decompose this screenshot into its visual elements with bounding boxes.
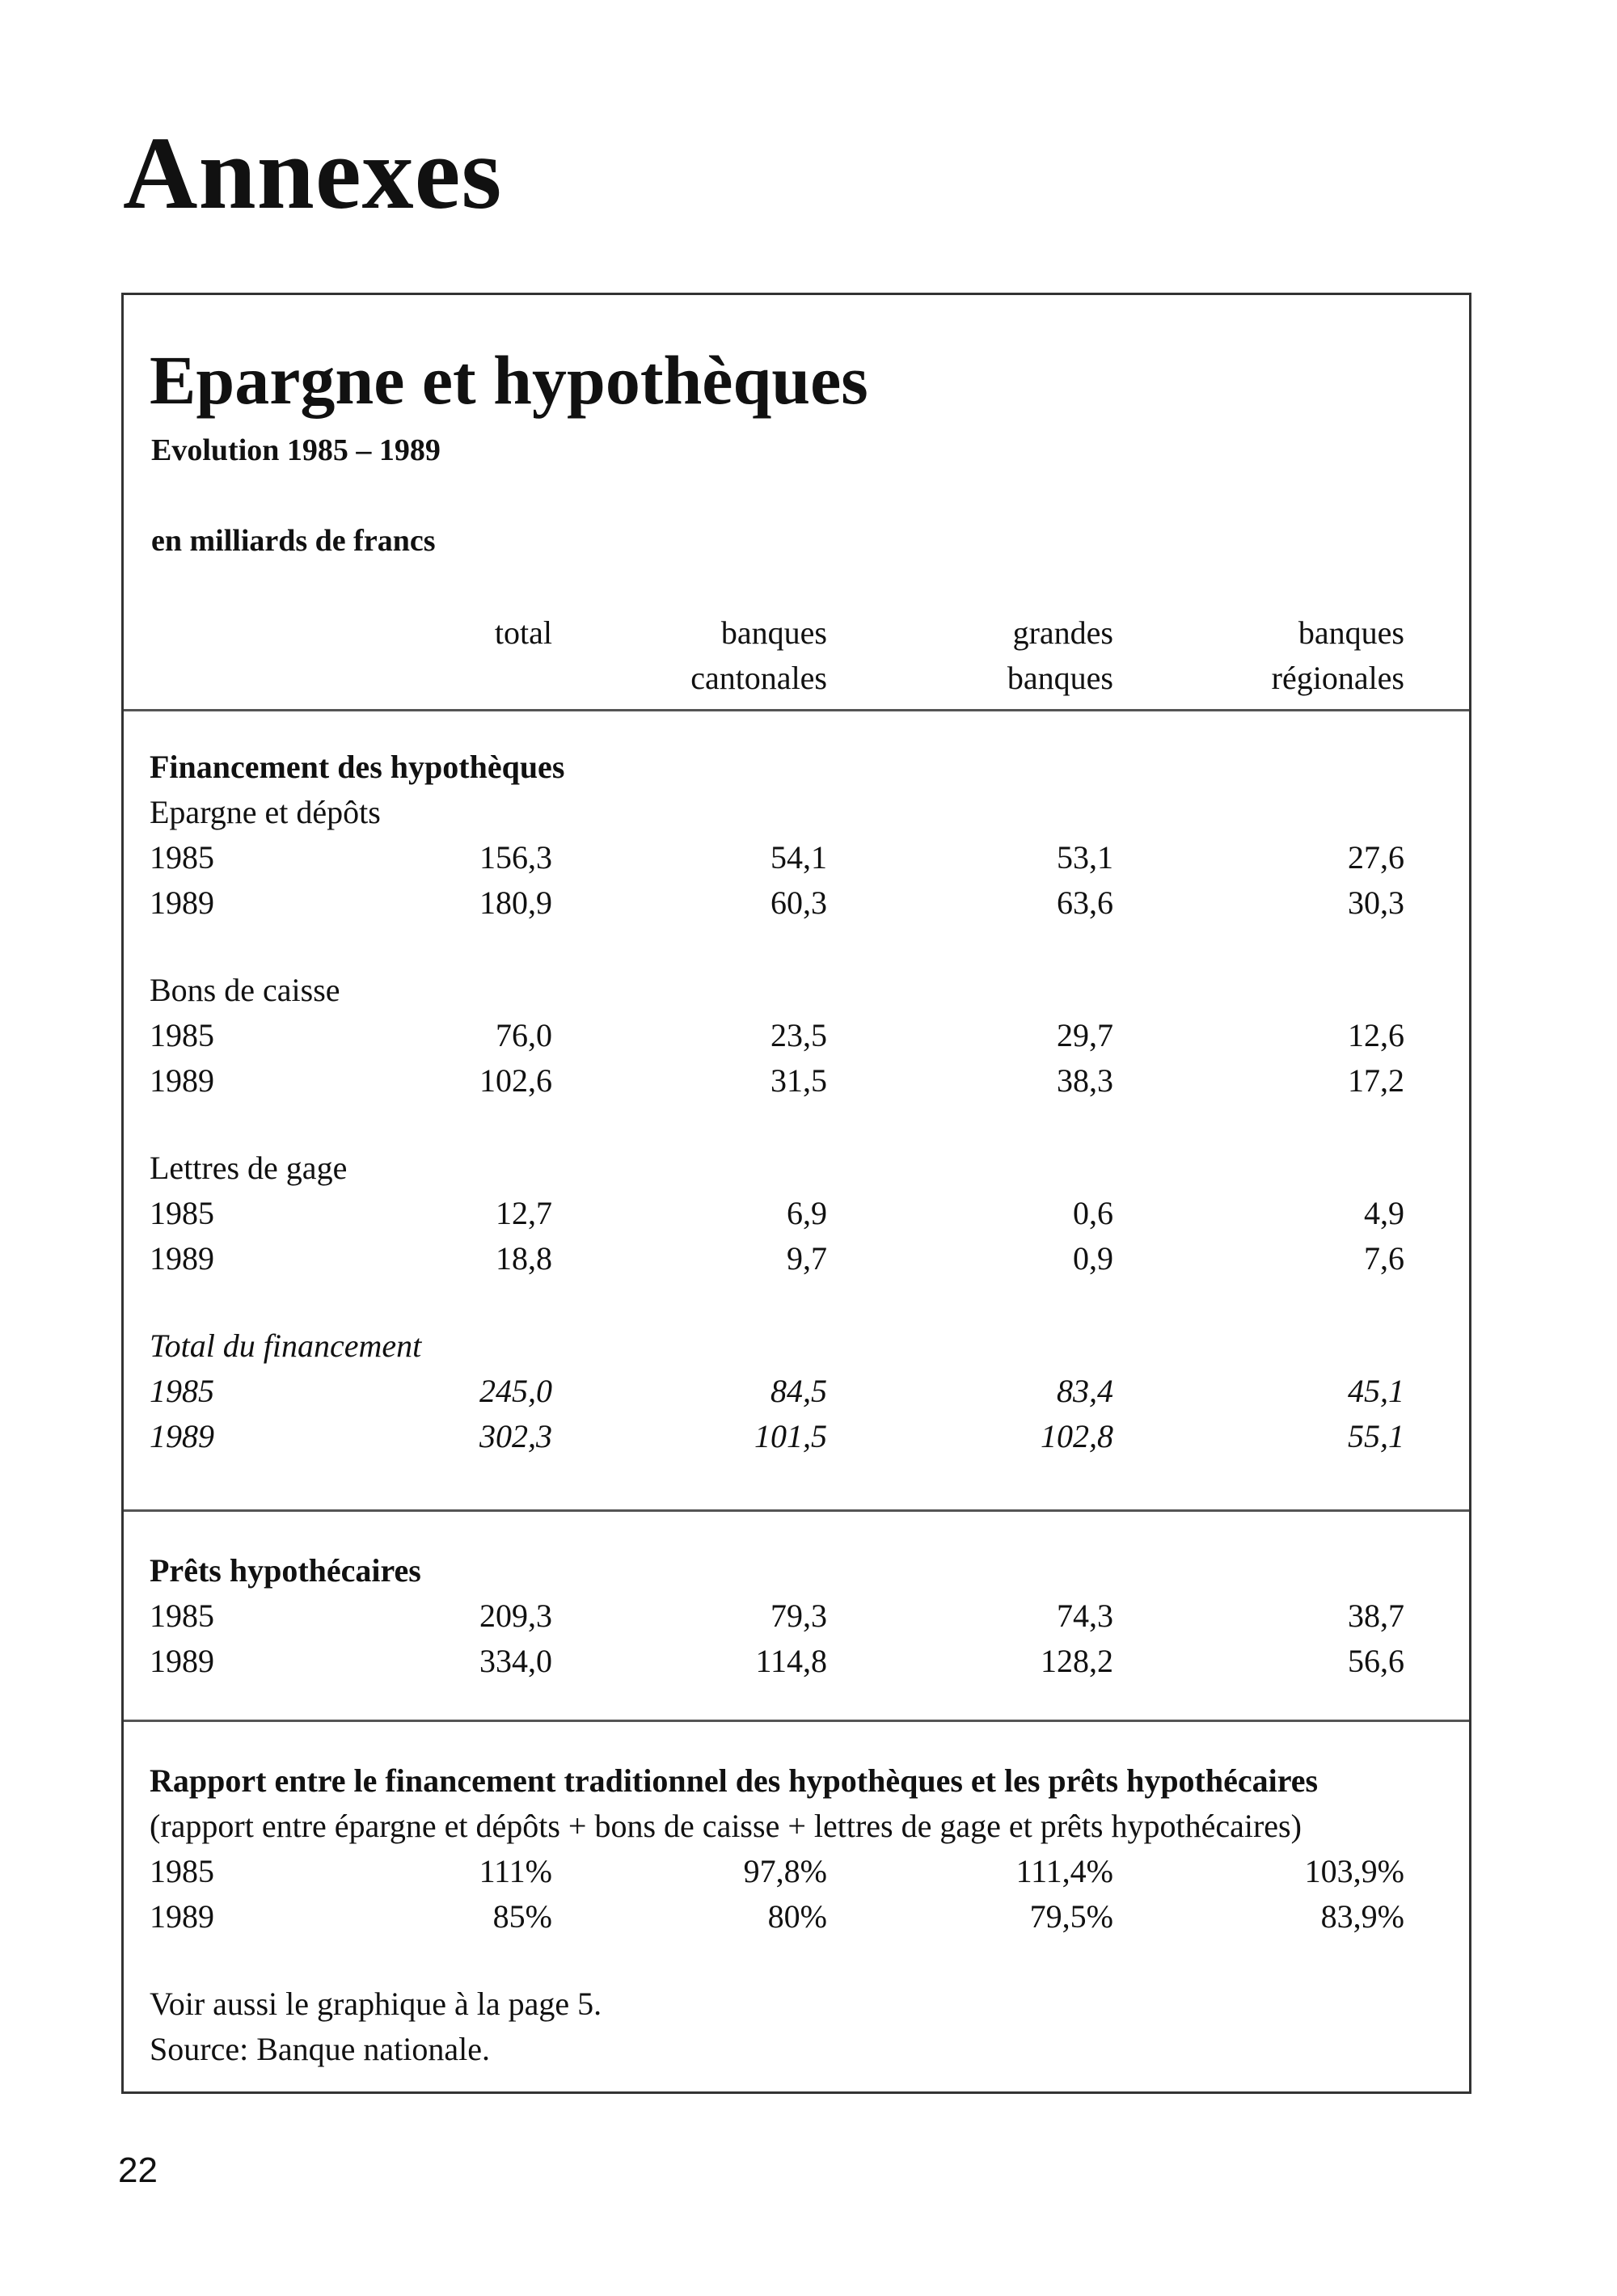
cell-grandes: 102,8	[1041, 1418, 1113, 1454]
column-header-cantonales	[690, 610, 827, 701]
cell-grandes: 111,4%	[1015, 1853, 1113, 1889]
cell-total: 180,9	[479, 884, 552, 921]
cell-cantonales: 79,3	[771, 1597, 827, 1634]
column-header-regionales	[1272, 610, 1404, 701]
table-subtitle: Evolution 1985 – 1989	[151, 433, 441, 467]
header-divider	[124, 709, 1469, 711]
cell-regionales: 45,1	[1348, 1373, 1404, 1409]
cell-grandes: 0,6	[1073, 1195, 1113, 1231]
table-frame	[121, 293, 1471, 2094]
cell-grandes: 63,6	[1057, 884, 1113, 921]
cell-grandes: 128,2	[1041, 1643, 1113, 1679]
row-year: 1989	[150, 884, 214, 921]
row-year: 1989	[150, 1898, 214, 1935]
page-number: 22	[118, 2150, 158, 2190]
cell-regionales: 4,9	[1364, 1195, 1404, 1231]
group-label-lettres: Lettres de gage	[150, 1150, 348, 1186]
page-heading: Annexes	[123, 116, 503, 230]
row-year: 1985	[150, 1597, 214, 1634]
cell-grandes: 29,7	[1057, 1017, 1113, 1053]
table-unit: en milliards de francs	[151, 524, 436, 558]
row-year: 1989	[150, 1062, 214, 1099]
note-see-also: Voir aussi le graphique à la page 5.	[150, 1986, 602, 2022]
cell-total: 302,3	[479, 1418, 552, 1454]
cell-total: 334,0	[479, 1643, 552, 1679]
table-row	[124, 1369, 1469, 1414]
cell-grandes: 38,3	[1057, 1062, 1113, 1099]
section-subtitle-rapport: (rapport entre épargne et dépôts + bons de caisse + lettres de gage et prêts hypothécaires)	[150, 1808, 1302, 1844]
row-year: 1985	[150, 1195, 214, 1231]
row-year: 1985	[150, 1017, 214, 1053]
cell-cantonales: 84,5	[771, 1373, 827, 1409]
table-row	[124, 1894, 1469, 1939]
section-title-prets: Prêts hypothécaires	[150, 1552, 421, 1589]
row-year: 1985	[150, 1373, 214, 1409]
group-label-epargne: Epargne et dépôts	[150, 794, 381, 830]
column-header-grandes	[1007, 610, 1113, 701]
table-row	[124, 1236, 1469, 1281]
cell-grandes: 53,1	[1057, 839, 1113, 876]
section-divider	[124, 1509, 1469, 1512]
section-title-financement: Financement des hypothèques	[150, 749, 565, 785]
cell-cantonales: 60,3	[771, 884, 827, 921]
table-row	[124, 1593, 1469, 1639]
table-row	[124, 1639, 1469, 1684]
table-row	[124, 1191, 1469, 1236]
column-header-row	[124, 610, 1469, 701]
cell-cantonales: 23,5	[771, 1017, 827, 1053]
cell-total: 76,0	[496, 1017, 552, 1053]
column-header-regionales-line2: régionales	[1271, 660, 1404, 696]
cell-regionales: 30,3	[1348, 884, 1404, 921]
section-title-rapport: Rapport entre le financement traditionnel des hypothèques et les prêts hypothécaires	[150, 1762, 1319, 1799]
cell-regionales: 7,6	[1364, 1240, 1404, 1277]
note-source: Source: Banque nationale.	[150, 2031, 490, 2067]
cell-grandes: 83,4	[1057, 1373, 1113, 1409]
table-row	[124, 1849, 1469, 1894]
cell-regionales: 103,9%	[1304, 1853, 1404, 1889]
cell-cantonales: 54,1	[771, 839, 827, 876]
table-row	[124, 1013, 1469, 1058]
group-label-total: Total du financement	[150, 1327, 422, 1364]
row-year: 1985	[150, 839, 214, 876]
group-label-bons: Bons de caisse	[150, 972, 340, 1008]
table-row	[124, 880, 1469, 926]
cell-regionales: 56,6	[1348, 1643, 1404, 1679]
row-year: 1989	[150, 1418, 214, 1454]
column-header-grandes-line2: banques	[1007, 660, 1113, 696]
cell-cantonales: 114,8	[755, 1643, 827, 1679]
cell-cantonales: 31,5	[771, 1062, 827, 1099]
cell-grandes: 0,9	[1073, 1240, 1113, 1277]
cell-cantonales: 97,8%	[743, 1853, 827, 1889]
cell-cantonales: 9,7	[787, 1240, 827, 1277]
cell-total: 209,3	[479, 1597, 552, 1634]
cell-total: 18,8	[496, 1240, 552, 1277]
cell-regionales: 83,9%	[1320, 1898, 1404, 1935]
cell-total: 111%	[479, 1853, 552, 1889]
column-header-cantonales-line2: cantonales	[690, 660, 827, 696]
cell-regionales: 27,6	[1348, 839, 1404, 876]
table-row	[124, 835, 1469, 880]
cell-total: 245,0	[479, 1373, 552, 1409]
table-row	[124, 1414, 1469, 1459]
cell-regionales: 12,6	[1348, 1017, 1404, 1053]
row-year: 1989	[150, 1240, 214, 1277]
row-year: 1985	[150, 1853, 214, 1889]
cell-regionales: 38,7	[1348, 1597, 1404, 1634]
column-header-regionales-line1: banques	[1298, 614, 1404, 651]
cell-cantonales: 101,5	[754, 1418, 827, 1454]
cell-total: 102,6	[479, 1062, 552, 1099]
section-divider	[124, 1720, 1469, 1722]
column-header-cantonales-line1: banques	[720, 614, 827, 651]
cell-total: 156,3	[479, 839, 552, 876]
cell-regionales: 17,2	[1348, 1062, 1404, 1099]
cell-regionales: 55,1	[1348, 1418, 1404, 1454]
column-header-grandes-line1: grandes	[1012, 614, 1113, 651]
cell-cantonales: 6,9	[787, 1195, 827, 1231]
cell-grandes: 74,3	[1057, 1597, 1113, 1634]
table-title: Epargne et hypothèques	[150, 341, 868, 419]
cell-grandes: 79,5%	[1029, 1898, 1113, 1935]
cell-total: 85%	[492, 1898, 552, 1935]
table-row	[124, 1058, 1469, 1104]
row-year: 1989	[150, 1643, 214, 1679]
cell-cantonales: 80%	[767, 1898, 827, 1935]
column-header-total: total	[494, 614, 552, 651]
cell-total: 12,7	[496, 1195, 552, 1231]
